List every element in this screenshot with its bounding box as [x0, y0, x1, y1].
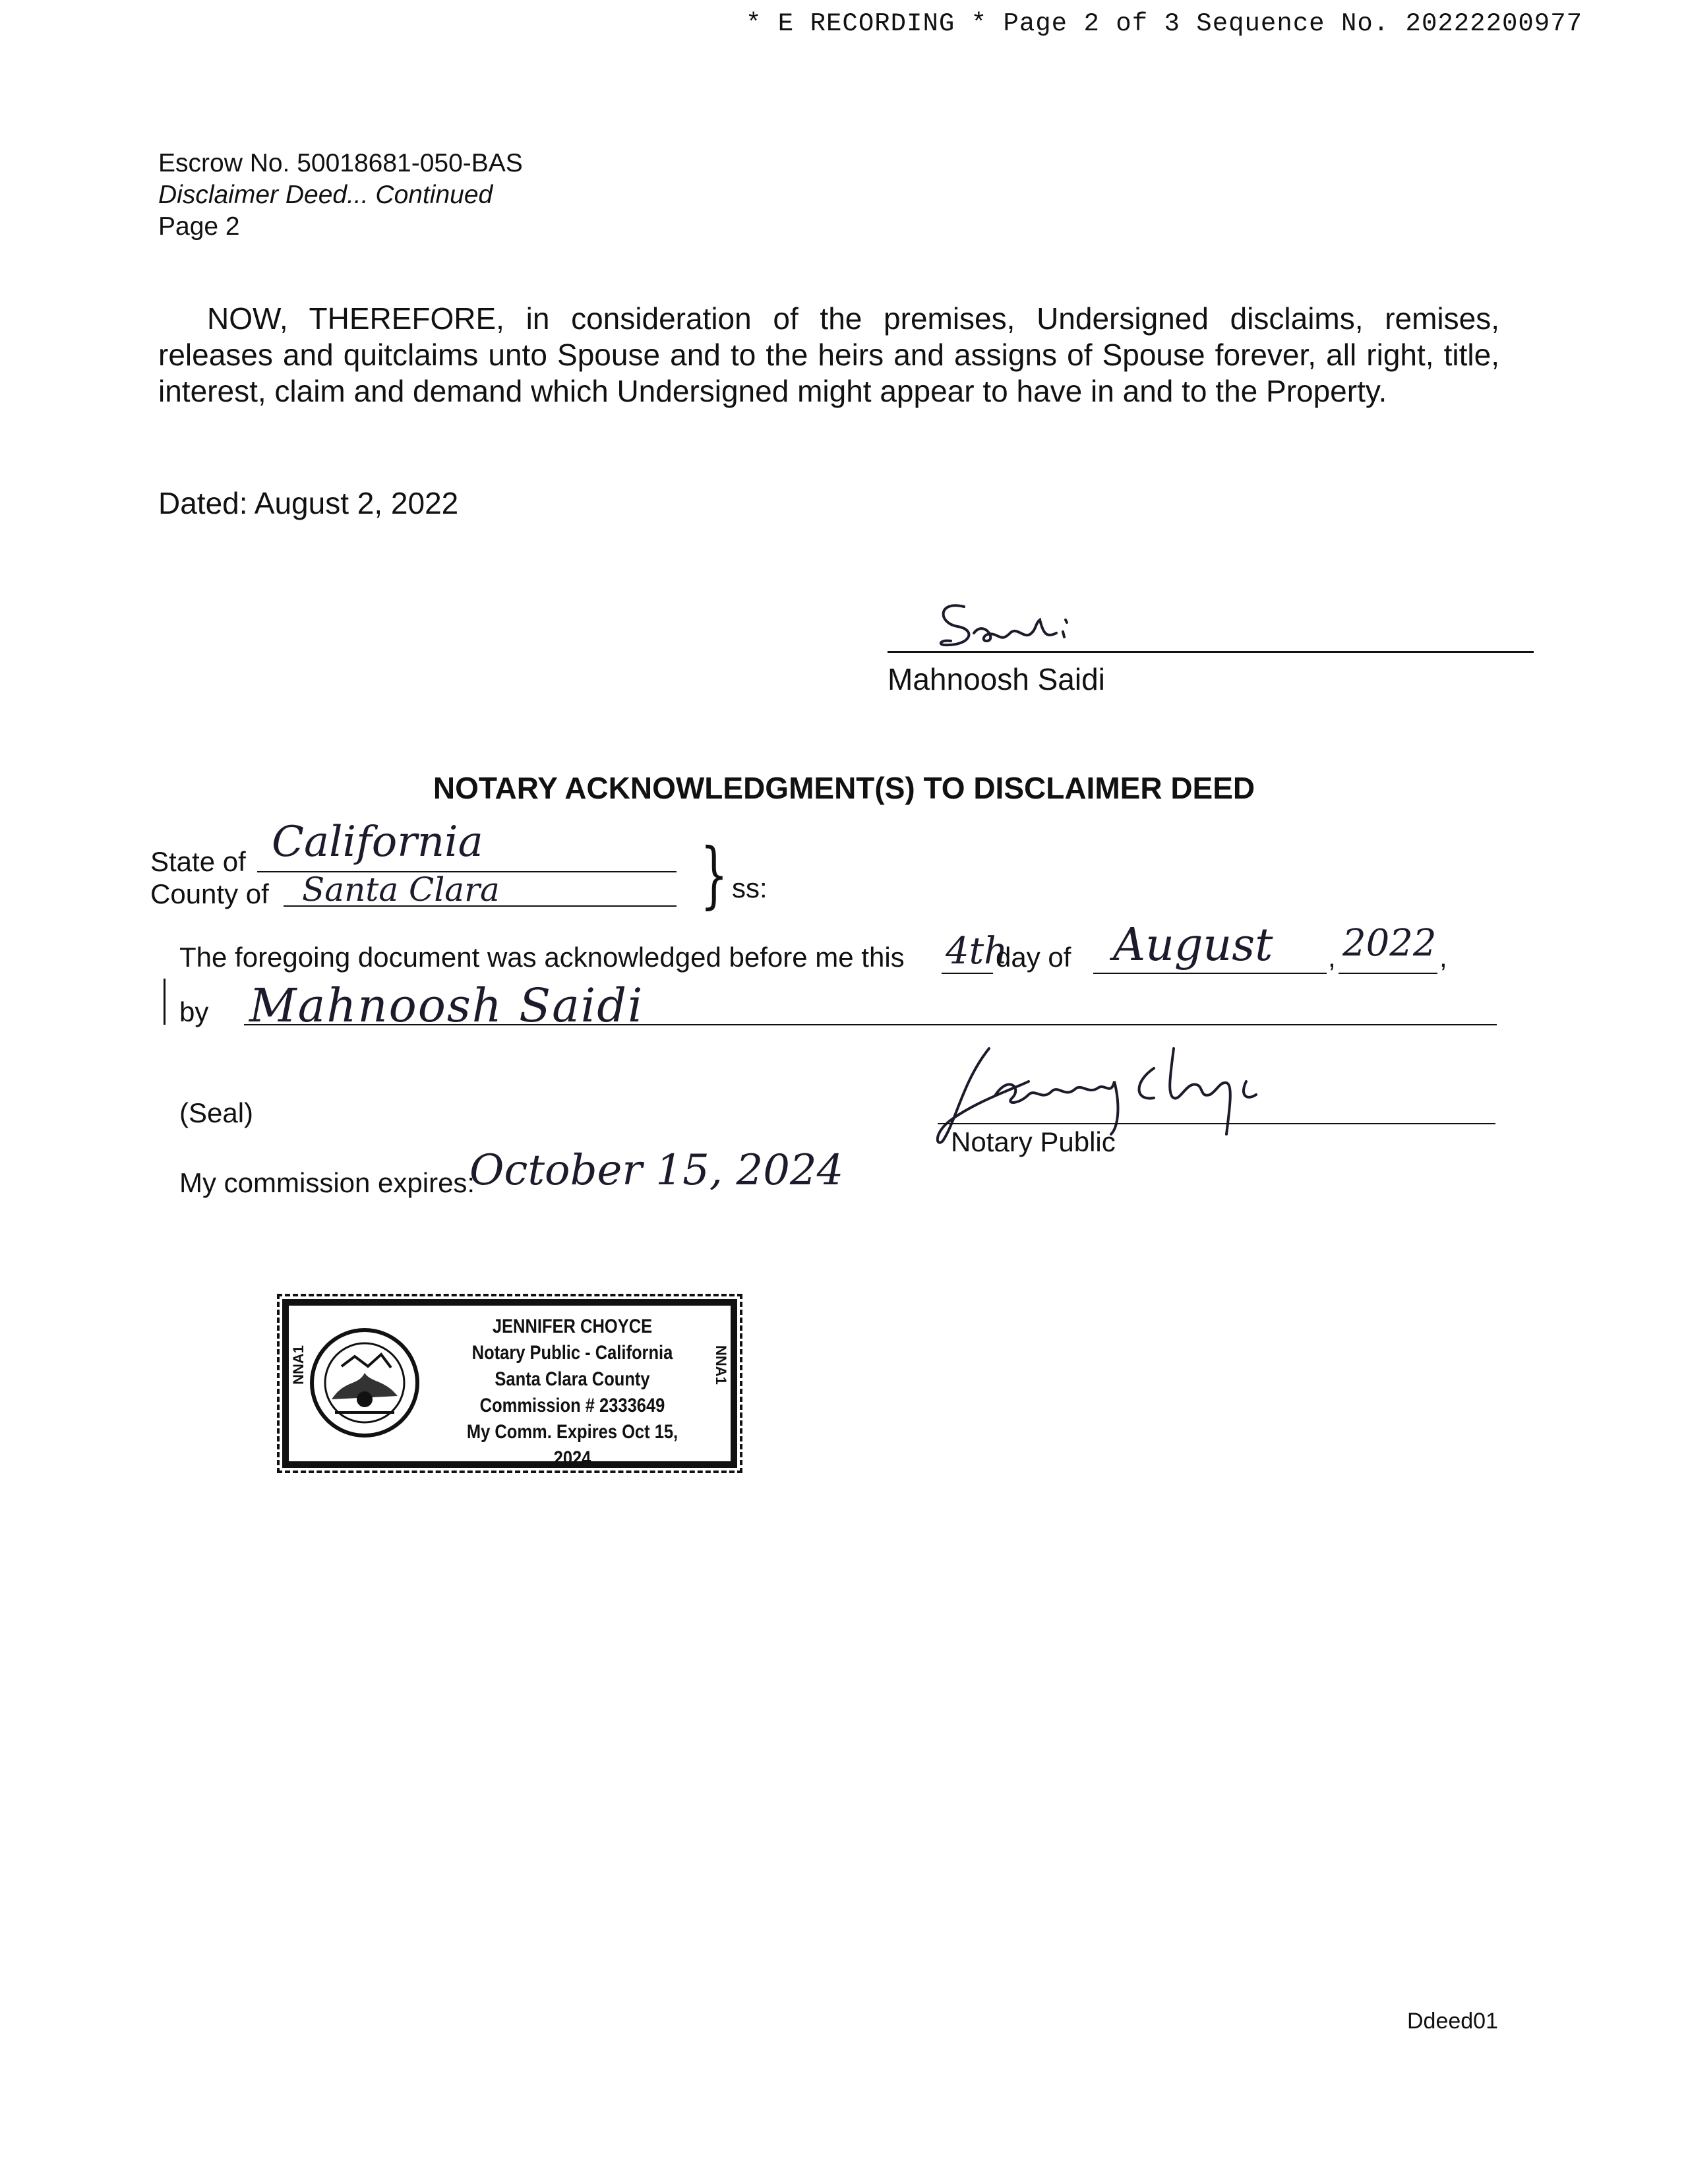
form-code: Ddeed01 — [1406, 2009, 1498, 2034]
stamp-line-commission: Commission # 2333649 — [479, 1395, 665, 1416]
escrow-number: Escrow No. 50018681-050-BAS — [158, 149, 523, 177]
state-value: California — [272, 818, 483, 866]
day-of-label: day of — [996, 942, 1071, 973]
ss-label: ss: — [732, 872, 768, 903]
state-label: State of — [150, 846, 246, 877]
recording-header: * E RECORDING * Page 2 of 3 Sequence No. 20222200977 — [746, 9, 1582, 38]
signer-name: Mahnoosh Saidi — [888, 662, 1105, 696]
month-value: August — [1113, 919, 1273, 971]
stamp-side-left: NNA1 — [290, 1345, 307, 1385]
escrow-block — [158, 148, 523, 243]
notary-stamp — [282, 1299, 737, 1468]
deed-continued-label: Disclaimer Deed... Continued — [158, 181, 493, 209]
commission-value: October 15, 2024 — [469, 1146, 844, 1195]
notary-title: NOTARY ACKNOWLEDGMENT(S) TO DISCLAIMER DEED — [433, 771, 1255, 805]
state-seal-icon — [309, 1320, 421, 1449]
day-value: 4th — [946, 930, 1008, 973]
day-line — [942, 973, 993, 974]
stamp-line-title: Notary Public - California — [471, 1342, 673, 1364]
stamp-side-right: NNA1 — [713, 1345, 729, 1385]
page-number: Page 2 — [158, 212, 240, 241]
disclaimer-paragraph: NOW, THEREFORE, in consideration of the premises, Undersigned disclaims, remises, releases and quitclaims unto Spouse and to the heirs and assigns of Spouse forever, all right, title, interest, claim and demand which Undersigned might appear to have in and to the Property. — [158, 301, 1499, 408]
county-value: Santa Clara — [302, 870, 500, 909]
margin-mark — [164, 979, 166, 1025]
notary-public-label: Notary Public — [951, 1126, 1116, 1157]
seal-label: (Seal) — [179, 1097, 254, 1128]
notary-signature-line — [938, 1123, 1495, 1124]
commission-label: My commission expires: — [179, 1167, 475, 1198]
date-comma: , — [1328, 942, 1336, 973]
month-line — [1093, 973, 1327, 974]
stamp-line-expiry: My Comm. Expires Oct 15, 2024 — [466, 1421, 678, 1469]
year-value: 2022 — [1342, 922, 1437, 965]
year-comma: , — [1439, 942, 1447, 973]
by-label: by — [179, 996, 209, 1027]
signature-line — [888, 651, 1534, 653]
stamp-line-name: JENNIFER CHOYCE — [492, 1316, 653, 1337]
venue-brace: } — [700, 832, 728, 917]
county-label: County of — [150, 878, 269, 909]
dated-line: Dated: August 2, 2022 — [158, 486, 459, 520]
year-line — [1339, 973, 1437, 974]
stamp-line-county: Santa Clara County — [495, 1368, 650, 1390]
stamp-text — [449, 1314, 696, 1472]
acknowledgment-text: The foregoing document was acknowledged before me this — [179, 942, 905, 973]
by-value: Mahnoosh Saidi — [249, 979, 644, 1033]
